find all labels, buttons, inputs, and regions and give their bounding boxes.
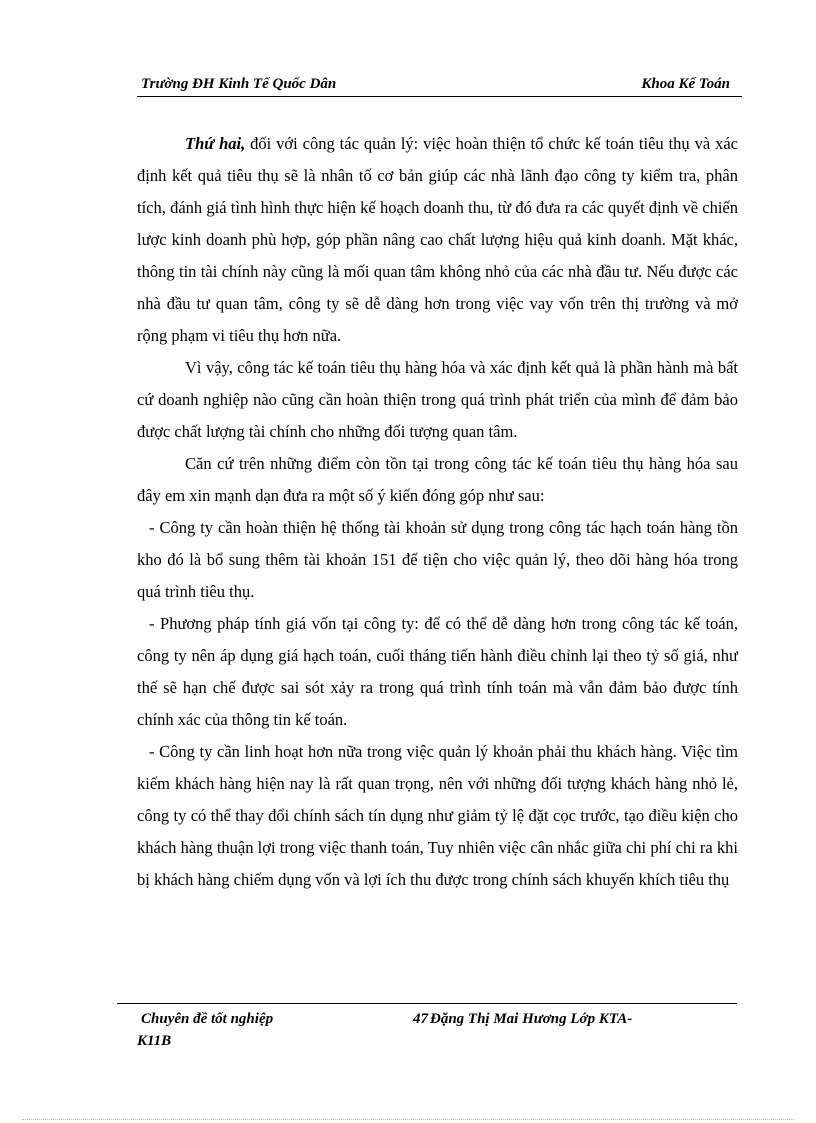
footer-divider [117, 1003, 737, 1004]
bullet-item-2: - Phương pháp tính giá vốn tại công ty: để có thể dễ dàng hơn trong công tác kế toán, công ty nên áp dụng giá hạch toán, cuối tháng tiến hành điều chỉnh lại theo tỷ số giá, như thế sẽ hạn chế được sai sót xảy ra trong quá trình tính toán mà vẫn đảm bảo được tính chính xác của thông tin kế toán. [137, 614, 738, 729]
header-university: Trường ĐH Kinh Tế Quốc Dân [141, 76, 337, 92]
footer-author: Đặng Thị Mai Hương Lớp KTA- [430, 1011, 633, 1027]
footer-page-number: 47 [413, 1011, 428, 1027]
bullet-item-3: - Công ty cần linh hoạt hơn nữa trong việc quản lý khoản phải thu khách hàng. Việc tìm kiếm khách hàng hiện nay là rất quan trọng, nên với những đối tượng khách hàng nhỏ lẻ, công ty có thể thay đổi chính sách tín dụng như giảm tỷ lệ đặt cọc trước, tạo điều kiện cho khách hàng thuận lợi trong việc thanh toán, Tuy nhiên việc cân nhắc giữa chi phí chi ra khi bị khách hàng chiếm dụng vốn và lợi ích thu được trong chính sách khuyến khích tiêu thụ [137, 742, 738, 889]
document-body [137, 128, 738, 896]
bullet-item-1: - Công ty cần hoàn thiện hệ thống tài khoản sử dụng trong công tác hạch toán hàng tồn kho đó là bổ sung thêm tài khoản 151 để tiện cho việc quản lý, theo dõi hàng hóa trong quá trình tiêu thụ. [137, 518, 738, 601]
paragraph-1-text: đối với công tác quản lý: việc hoàn thiện tổ chức kế toán tiêu thụ và xác định kết quả tiêu thụ sẽ là nhân tố cơ bản giúp các nhà lãnh đạo công ty kiểm tra, phân tích, đánh giá tình hình thực hiện kế hoạch doanh thu, từ đó đưa ra các quyết định về chiến lược kinh doanh phù hợp, góp phần nâng cao chất lượng hiệu quả kinh doanh. Mặt khác, thông tin tài chính này cũng là mối quan tâm không nhỏ của các nhà đầu tư. Nếu được các nhà đầu tư quan tâm, công ty sẽ dễ dàng hơn trong việc vay vốn trên thị trường và mở rộng phạm vi tiêu thụ hơn nữa. [137, 134, 738, 345]
paragraph-1 [137, 128, 738, 352]
page-header [137, 76, 742, 97]
page-bottom-divider [22, 1119, 794, 1120]
header-faculty: Khoa Kế Toán [641, 76, 730, 92]
footer-class-code: K11B [137, 1033, 172, 1049]
paragraph-2: Vì vậy, công tác kế toán tiêu thụ hàng hóa và xác định kết quả là phần hành mà bất cứ doanh nghiệp nào cũng cần hoàn thiện trong quá trình phát triển của mình để đảm bảo được chất lượng tài chính cho những đối tượng quan tâm. [137, 358, 738, 441]
footer-thesis-label: Chuyên đề tốt nghiệp [141, 1011, 274, 1027]
paragraph-1-lead: Thứ hai, [185, 134, 246, 153]
paragraph-3: Căn cứ trên những điểm còn tồn tại trong công tác kế toán tiêu thụ hàng hóa sau đây em xin mạnh dạn đưa ra một số ý kiến đóng góp như sau: [137, 454, 738, 505]
